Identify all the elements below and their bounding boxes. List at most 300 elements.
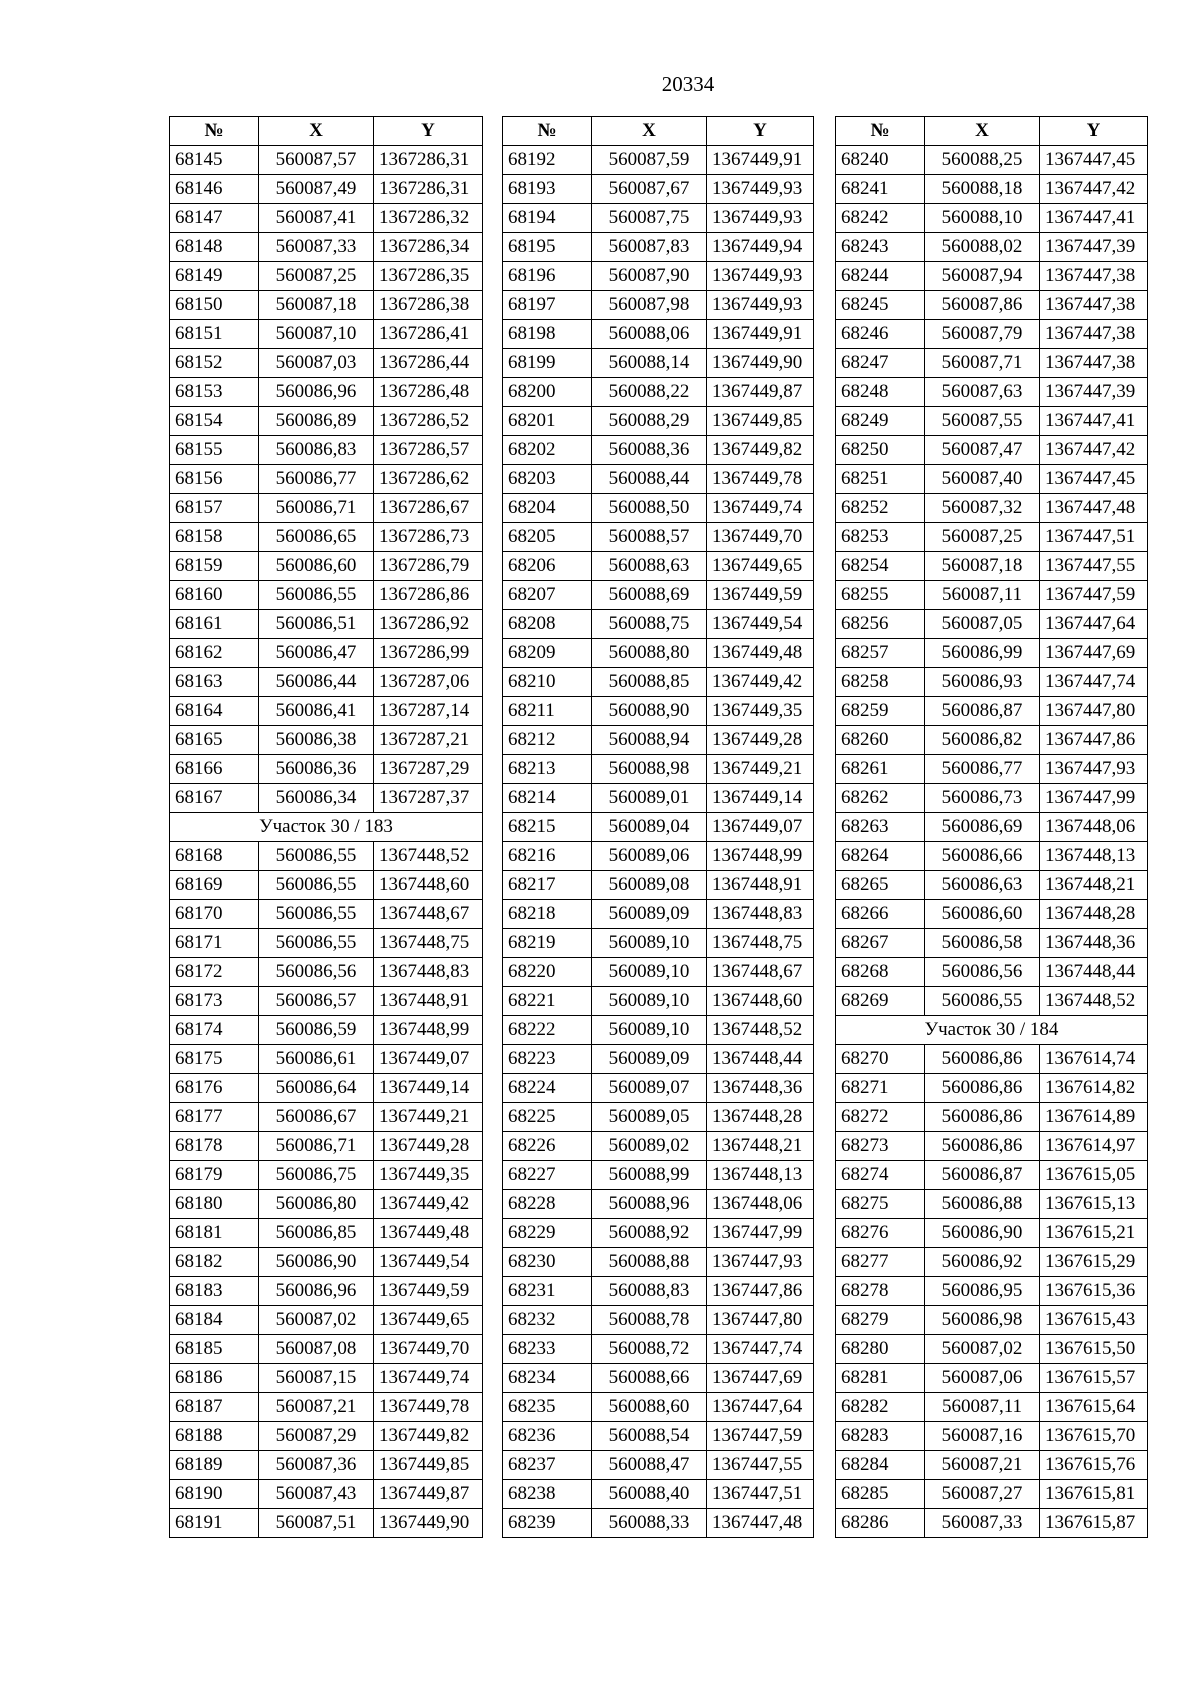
- point-number-cell: 68166: [170, 755, 259, 784]
- y-coordinate-cell: 1367449,14: [707, 784, 814, 813]
- y-coordinate-cell: 1367448,75: [707, 929, 814, 958]
- section-row: [170, 813, 483, 842]
- x-coordinate-cell: 560088,50: [592, 494, 707, 523]
- point-number-cell: 68206: [503, 552, 592, 581]
- x-coordinate-cell: 560087,11: [925, 581, 1040, 610]
- table-row: [503, 958, 814, 987]
- x-coordinate-cell: 560087,33: [259, 233, 374, 262]
- table-row: [836, 1103, 1148, 1132]
- y-coordinate-cell: 1367447,51: [707, 1480, 814, 1509]
- point-number-cell: 68198: [503, 320, 592, 349]
- point-number-cell: 68149: [170, 262, 259, 291]
- table-row: [836, 552, 1148, 581]
- table-row: [503, 1451, 814, 1480]
- x-coordinate-cell: 560087,40: [925, 465, 1040, 494]
- x-coordinate-cell: 560088,92: [592, 1219, 707, 1248]
- y-coordinate-cell: 1367449,90: [374, 1509, 483, 1538]
- x-coordinate-cell: 560089,06: [592, 842, 707, 871]
- x-coordinate-cell: 560086,99: [925, 639, 1040, 668]
- x-coordinate-cell: 560086,83: [259, 436, 374, 465]
- table-row: [836, 1045, 1148, 1074]
- y-coordinate-cell: 1367448,36: [707, 1074, 814, 1103]
- point-number-cell: 68242: [836, 204, 925, 233]
- table-row: [836, 1277, 1148, 1306]
- point-number-cell: 68193: [503, 175, 592, 204]
- point-number-cell: 68262: [836, 784, 925, 813]
- point-number-cell: 68146: [170, 175, 259, 204]
- table-row: [170, 1422, 483, 1451]
- point-number-cell: 68261: [836, 755, 925, 784]
- point-number-cell: 68275: [836, 1190, 925, 1219]
- point-number-cell: 68250: [836, 436, 925, 465]
- point-number-cell: 68201: [503, 407, 592, 436]
- table-row: [503, 639, 814, 668]
- point-number-cell: 68270: [836, 1045, 925, 1074]
- point-number-cell: 68236: [503, 1422, 592, 1451]
- x-coordinate-cell: 560086,61: [259, 1045, 374, 1074]
- y-coordinate-cell: 1367449,78: [707, 465, 814, 494]
- point-number-cell: 68212: [503, 726, 592, 755]
- x-coordinate-cell: 560087,49: [259, 175, 374, 204]
- x-coordinate-cell: 560087,75: [592, 204, 707, 233]
- x-coordinate-cell: 560088,25: [925, 146, 1040, 175]
- point-number-cell: 68258: [836, 668, 925, 697]
- point-number-cell: 68175: [170, 1045, 259, 1074]
- x-coordinate-cell: 560088,63: [592, 552, 707, 581]
- y-coordinate-cell: 1367449,74: [707, 494, 814, 523]
- x-coordinate-cell: 560086,64: [259, 1074, 374, 1103]
- y-coordinate-cell: 1367449,65: [707, 552, 814, 581]
- y-coordinate-cell: 1367447,51: [1040, 523, 1148, 552]
- x-coordinate-cell: 560086,90: [925, 1219, 1040, 1248]
- table-row: [503, 552, 814, 581]
- point-number-cell: 68283: [836, 1422, 925, 1451]
- table-row: [503, 929, 814, 958]
- y-coordinate-cell: 1367448,67: [374, 900, 483, 929]
- point-number-cell: 68235: [503, 1393, 592, 1422]
- table-row: [503, 581, 814, 610]
- point-number-cell: 68259: [836, 697, 925, 726]
- y-coordinate-cell: 1367447,80: [707, 1306, 814, 1335]
- x-coordinate-cell: 560086,55: [259, 581, 374, 610]
- point-number-cell: 68268: [836, 958, 925, 987]
- x-coordinate-cell: 560087,32: [925, 494, 1040, 523]
- y-coordinate-cell: 1367449,59: [374, 1277, 483, 1306]
- point-number-cell: 68229: [503, 1219, 592, 1248]
- x-coordinate-cell: 560086,65: [259, 523, 374, 552]
- point-number-cell: 68186: [170, 1364, 259, 1393]
- x-coordinate-cell: 560087,11: [925, 1393, 1040, 1422]
- table-row: [170, 1132, 483, 1161]
- point-number-cell: 68153: [170, 378, 259, 407]
- x-coordinate-cell: 560086,66: [925, 842, 1040, 871]
- y-coordinate-cell: 1367449,07: [374, 1045, 483, 1074]
- y-coordinate-cell: 1367615,87: [1040, 1509, 1148, 1538]
- x-coordinate-cell: 560086,96: [259, 378, 374, 407]
- y-coordinate-cell: 1367286,38: [374, 291, 483, 320]
- x-coordinate-cell: 560086,55: [259, 929, 374, 958]
- table-row: [170, 494, 483, 523]
- x-coordinate-cell: 560086,86: [925, 1045, 1040, 1074]
- y-coordinate-cell: 1367449,90: [707, 349, 814, 378]
- table-row: [503, 1219, 814, 1248]
- y-coordinate-cell: 1367286,52: [374, 407, 483, 436]
- y-coordinate-cell: 1367449,65: [374, 1306, 483, 1335]
- x-coordinate-cell: 560089,10: [592, 958, 707, 987]
- point-number-cell: 68264: [836, 842, 925, 871]
- y-coordinate-cell: 1367447,86: [707, 1277, 814, 1306]
- y-coordinate-cell: 1367449,87: [374, 1480, 483, 1509]
- point-number-cell: 68284: [836, 1451, 925, 1480]
- point-number-cell: 68174: [170, 1016, 259, 1045]
- x-coordinate-cell: 560086,55: [259, 842, 374, 871]
- table-row: [836, 639, 1148, 668]
- y-coordinate-cell: 1367449,74: [374, 1364, 483, 1393]
- y-coordinate-cell: 1367449,91: [707, 146, 814, 175]
- x-coordinate-cell: 560089,10: [592, 929, 707, 958]
- table-header-row: [170, 117, 483, 146]
- y-coordinate-cell: 1367447,86: [1040, 726, 1148, 755]
- x-coordinate-cell: 560088,72: [592, 1335, 707, 1364]
- y-coordinate-cell: 1367447,64: [707, 1393, 814, 1422]
- x-coordinate-cell: 560086,51: [259, 610, 374, 639]
- x-coordinate-cell: 560086,71: [259, 1132, 374, 1161]
- y-coordinate-cell: 1367447,99: [707, 1219, 814, 1248]
- x-coordinate-cell: 560088,57: [592, 523, 707, 552]
- section-row: [836, 1016, 1148, 1045]
- header-x: X: [592, 117, 707, 146]
- point-number-cell: 68223: [503, 1045, 592, 1074]
- table-row: [836, 697, 1148, 726]
- table-row: [503, 523, 814, 552]
- y-coordinate-cell: 1367615,70: [1040, 1422, 1148, 1451]
- y-coordinate-cell: 1367447,69: [707, 1364, 814, 1393]
- header-x: X: [925, 117, 1040, 146]
- x-coordinate-cell: 560089,08: [592, 871, 707, 900]
- y-coordinate-cell: 1367448,44: [707, 1045, 814, 1074]
- point-number-cell: 68221: [503, 987, 592, 1016]
- x-coordinate-cell: 560089,07: [592, 1074, 707, 1103]
- table-row: [503, 1074, 814, 1103]
- y-coordinate-cell: 1367447,41: [1040, 407, 1148, 436]
- table-row: [170, 262, 483, 291]
- point-number-cell: 68190: [170, 1480, 259, 1509]
- y-coordinate-cell: 1367286,73: [374, 523, 483, 552]
- point-number-cell: 68184: [170, 1306, 259, 1335]
- y-coordinate-cell: 1367286,31: [374, 146, 483, 175]
- y-coordinate-cell: 1367448,28: [707, 1103, 814, 1132]
- y-coordinate-cell: 1367448,36: [1040, 929, 1148, 958]
- y-coordinate-cell: 1367615,76: [1040, 1451, 1148, 1480]
- table-row: [836, 494, 1148, 523]
- x-coordinate-cell: 560088,40: [592, 1480, 707, 1509]
- x-coordinate-cell: 560088,44: [592, 465, 707, 494]
- y-coordinate-cell: 1367614,97: [1040, 1132, 1148, 1161]
- x-coordinate-cell: 560086,41: [259, 697, 374, 726]
- point-number-cell: 68152: [170, 349, 259, 378]
- point-number-cell: 68191: [170, 1509, 259, 1538]
- x-coordinate-cell: 560086,63: [925, 871, 1040, 900]
- table-row: [836, 320, 1148, 349]
- x-coordinate-cell: 560086,93: [925, 668, 1040, 697]
- table-row: [503, 726, 814, 755]
- table-row: [503, 900, 814, 929]
- table-header-row: [836, 117, 1148, 146]
- table-row: [170, 1277, 483, 1306]
- x-coordinate-cell: 560087,15: [259, 1364, 374, 1393]
- x-coordinate-cell: 560088,54: [592, 1422, 707, 1451]
- table-row: [836, 523, 1148, 552]
- table-row: [503, 1132, 814, 1161]
- x-coordinate-cell: 560087,10: [259, 320, 374, 349]
- y-coordinate-cell: 1367447,39: [1040, 378, 1148, 407]
- x-coordinate-cell: 560088,02: [925, 233, 1040, 262]
- point-number-cell: 68281: [836, 1364, 925, 1393]
- table-row: [836, 1132, 1148, 1161]
- x-coordinate-cell: 560086,67: [259, 1103, 374, 1132]
- x-coordinate-cell: 560089,09: [592, 900, 707, 929]
- x-coordinate-cell: 560086,58: [925, 929, 1040, 958]
- table-row: [836, 465, 1148, 494]
- table-row: [836, 726, 1148, 755]
- y-coordinate-cell: 1367449,85: [374, 1451, 483, 1480]
- point-number-cell: 68280: [836, 1335, 925, 1364]
- point-number-cell: 68177: [170, 1103, 259, 1132]
- x-coordinate-cell: 560088,90: [592, 697, 707, 726]
- y-coordinate-cell: 1367614,74: [1040, 1045, 1148, 1074]
- y-coordinate-cell: 1367447,45: [1040, 465, 1148, 494]
- y-coordinate-cell: 1367449,28: [707, 726, 814, 755]
- table-row: [170, 204, 483, 233]
- x-coordinate-cell: 560089,09: [592, 1045, 707, 1074]
- x-coordinate-cell: 560088,36: [592, 436, 707, 465]
- point-number-cell: 68176: [170, 1074, 259, 1103]
- table-row: [503, 1393, 814, 1422]
- point-number-cell: 68266: [836, 900, 925, 929]
- y-coordinate-cell: 1367447,38: [1040, 320, 1148, 349]
- point-number-cell: 68227: [503, 1161, 592, 1190]
- y-coordinate-cell: 1367447,39: [1040, 233, 1148, 262]
- point-number-cell: 68215: [503, 813, 592, 842]
- header-number: №: [836, 117, 925, 146]
- x-coordinate-cell: 560087,27: [925, 1480, 1040, 1509]
- section-label: Участок 30 / 184: [836, 1016, 1148, 1045]
- table-row: [503, 842, 814, 871]
- table-row: [170, 1335, 483, 1364]
- y-coordinate-cell: 1367449,78: [374, 1393, 483, 1422]
- point-number-cell: 68157: [170, 494, 259, 523]
- point-number-cell: 68179: [170, 1161, 259, 1190]
- x-coordinate-cell: 560086,69: [925, 813, 1040, 842]
- table-row: [170, 958, 483, 987]
- y-coordinate-cell: 1367286,48: [374, 378, 483, 407]
- y-coordinate-cell: 1367447,69: [1040, 639, 1148, 668]
- header-y: Y: [374, 117, 483, 146]
- point-number-cell: 68192: [503, 146, 592, 175]
- y-coordinate-cell: 1367447,55: [1040, 552, 1148, 581]
- x-coordinate-cell: 560087,41: [259, 204, 374, 233]
- point-number-cell: 68230: [503, 1248, 592, 1277]
- table-row: [836, 1335, 1148, 1364]
- y-coordinate-cell: 1367448,75: [374, 929, 483, 958]
- y-coordinate-cell: 1367286,67: [374, 494, 483, 523]
- y-coordinate-cell: 1367447,55: [707, 1451, 814, 1480]
- point-number-cell: 68194: [503, 204, 592, 233]
- table-row: [503, 813, 814, 842]
- table-row: [503, 755, 814, 784]
- x-coordinate-cell: 560087,05: [925, 610, 1040, 639]
- x-coordinate-cell: 560087,18: [925, 552, 1040, 581]
- y-coordinate-cell: 1367449,54: [707, 610, 814, 639]
- y-coordinate-cell: 1367449,59: [707, 581, 814, 610]
- table-row: [170, 146, 483, 175]
- x-coordinate-cell: 560087,21: [259, 1393, 374, 1422]
- point-number-cell: 68205: [503, 523, 592, 552]
- table-row: [503, 1103, 814, 1132]
- x-coordinate-cell: 560086,55: [259, 900, 374, 929]
- point-number-cell: 68240: [836, 146, 925, 175]
- x-coordinate-cell: 560087,47: [925, 436, 1040, 465]
- x-coordinate-cell: 560088,10: [925, 204, 1040, 233]
- x-coordinate-cell: 560086,77: [925, 755, 1040, 784]
- x-coordinate-cell: 560086,56: [925, 958, 1040, 987]
- table-row: [170, 755, 483, 784]
- y-coordinate-cell: 1367286,92: [374, 610, 483, 639]
- table-row: [836, 291, 1148, 320]
- y-coordinate-cell: 1367448,21: [707, 1132, 814, 1161]
- table-row: [503, 784, 814, 813]
- y-coordinate-cell: 1367448,28: [1040, 900, 1148, 929]
- table-row: [503, 1422, 814, 1451]
- table-row: [836, 900, 1148, 929]
- y-coordinate-cell: 1367448,91: [374, 987, 483, 1016]
- y-coordinate-cell: 1367449,87: [707, 378, 814, 407]
- point-number-cell: 68208: [503, 610, 592, 639]
- point-number-cell: 68260: [836, 726, 925, 755]
- y-coordinate-cell: 1367448,83: [707, 900, 814, 929]
- table-row: [503, 320, 814, 349]
- y-coordinate-cell: 1367449,14: [374, 1074, 483, 1103]
- x-coordinate-cell: 560086,73: [925, 784, 1040, 813]
- y-coordinate-cell: 1367448,52: [1040, 987, 1148, 1016]
- point-number-cell: 68228: [503, 1190, 592, 1219]
- table-row: [836, 610, 1148, 639]
- x-coordinate-cell: 560087,98: [592, 291, 707, 320]
- table-row: [503, 146, 814, 175]
- point-number-cell: 68278: [836, 1277, 925, 1306]
- point-number-cell: 68180: [170, 1190, 259, 1219]
- header-x: X: [259, 117, 374, 146]
- point-number-cell: 68202: [503, 436, 592, 465]
- table-row: [836, 581, 1148, 610]
- table-row: [170, 842, 483, 871]
- table-row: [170, 291, 483, 320]
- point-number-cell: 68169: [170, 871, 259, 900]
- x-coordinate-cell: 560086,60: [925, 900, 1040, 929]
- x-coordinate-cell: 560087,03: [259, 349, 374, 378]
- point-number-cell: 68269: [836, 987, 925, 1016]
- y-coordinate-cell: 1367615,05: [1040, 1161, 1148, 1190]
- point-number-cell: 68238: [503, 1480, 592, 1509]
- y-coordinate-cell: 1367449,48: [374, 1219, 483, 1248]
- y-coordinate-cell: 1367447,74: [1040, 668, 1148, 697]
- x-coordinate-cell: 560086,56: [259, 958, 374, 987]
- y-coordinate-cell: 1367447,93: [1040, 755, 1148, 784]
- table-row: [836, 1248, 1148, 1277]
- x-coordinate-cell: 560086,59: [259, 1016, 374, 1045]
- table-row: [503, 1509, 814, 1538]
- table-row: [170, 233, 483, 262]
- point-number-cell: 68271: [836, 1074, 925, 1103]
- y-coordinate-cell: 1367614,82: [1040, 1074, 1148, 1103]
- table-row: [170, 929, 483, 958]
- x-coordinate-cell: 560087,25: [925, 523, 1040, 552]
- table-row: [503, 987, 814, 1016]
- y-coordinate-cell: 1367447,38: [1040, 349, 1148, 378]
- y-coordinate-cell: 1367449,42: [374, 1190, 483, 1219]
- point-number-cell: 68165: [170, 726, 259, 755]
- point-number-cell: 68272: [836, 1103, 925, 1132]
- point-number-cell: 68210: [503, 668, 592, 697]
- table-row: [170, 1451, 483, 1480]
- table-row: [503, 1364, 814, 1393]
- point-number-cell: 68197: [503, 291, 592, 320]
- y-coordinate-cell: 1367287,14: [374, 697, 483, 726]
- table-row: [170, 1219, 483, 1248]
- point-number-cell: 68172: [170, 958, 259, 987]
- table-row: [170, 523, 483, 552]
- x-coordinate-cell: 560089,01: [592, 784, 707, 813]
- table-row: [170, 1364, 483, 1393]
- table-row: [170, 1248, 483, 1277]
- y-coordinate-cell: 1367447,41: [1040, 204, 1148, 233]
- x-coordinate-cell: 560086,60: [259, 552, 374, 581]
- point-number-cell: 68263: [836, 813, 925, 842]
- x-coordinate-cell: 560086,86: [925, 1103, 1040, 1132]
- point-number-cell: 68239: [503, 1509, 592, 1538]
- point-number-cell: 68214: [503, 784, 592, 813]
- table-row: [170, 349, 483, 378]
- x-coordinate-cell: 560089,04: [592, 813, 707, 842]
- table-row: [503, 407, 814, 436]
- point-number-cell: 68159: [170, 552, 259, 581]
- point-number-cell: 68181: [170, 1219, 259, 1248]
- table-row: [836, 1422, 1148, 1451]
- table-row: [503, 494, 814, 523]
- point-number-cell: 68218: [503, 900, 592, 929]
- point-number-cell: 68155: [170, 436, 259, 465]
- point-number-cell: 68246: [836, 320, 925, 349]
- y-coordinate-cell: 1367447,64: [1040, 610, 1148, 639]
- section-label: Участок 30 / 183: [170, 813, 483, 842]
- y-coordinate-cell: 1367449,48: [707, 639, 814, 668]
- x-coordinate-cell: 560087,83: [592, 233, 707, 262]
- table-row: [170, 871, 483, 900]
- x-coordinate-cell: 560086,71: [259, 494, 374, 523]
- table-row: [836, 1074, 1148, 1103]
- y-coordinate-cell: 1367286,57: [374, 436, 483, 465]
- table-row: [170, 668, 483, 697]
- header-number: №: [503, 117, 592, 146]
- table-row: [836, 1306, 1148, 1335]
- point-number-cell: 68224: [503, 1074, 592, 1103]
- y-coordinate-cell: 1367615,36: [1040, 1277, 1148, 1306]
- point-number-cell: 68145: [170, 146, 259, 175]
- x-coordinate-cell: 560088,69: [592, 581, 707, 610]
- y-coordinate-cell: 1367449,54: [374, 1248, 483, 1277]
- table-row: [503, 233, 814, 262]
- y-coordinate-cell: 1367448,21: [1040, 871, 1148, 900]
